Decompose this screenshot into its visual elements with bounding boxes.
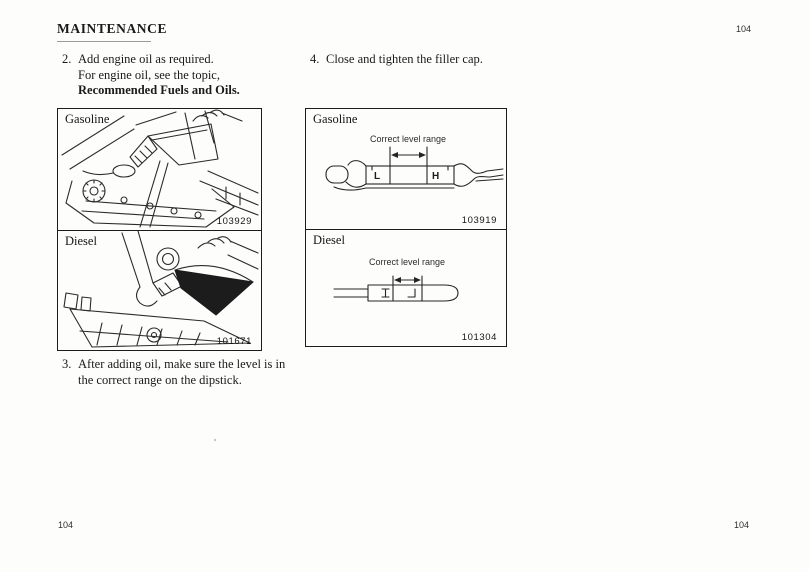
figure-gasoline-dipstick-number: 103919 (461, 215, 497, 226)
figure-diesel-dipstick-number: 101304 (461, 331, 497, 343)
step-3-line-2: the correct range on the dipstick. (78, 372, 242, 387)
figure-gasoline-engine (57, 108, 262, 231)
figure-diesel-engine-label: Diesel (65, 233, 97, 248)
step-4-text: Close and tighten the filler cap. (326, 52, 483, 66)
figure-diesel-engine (57, 230, 262, 351)
title-underline (57, 41, 151, 42)
figure-diesel-dipstick (305, 229, 507, 347)
page-number-top-right: 104 (736, 24, 752, 34)
instruction-step-3 (62, 357, 312, 388)
step-2-line-1: Add engine oil as required. (78, 52, 214, 66)
page-number-bottom-right: 104 (734, 520, 750, 530)
instruction-step-2 (62, 52, 292, 99)
gasoline-engine-illustration (58, 109, 260, 229)
right-figure-column (305, 108, 507, 347)
figure-gasoline-engine-number: 103929 (216, 216, 252, 227)
step-2-number: 2. (62, 52, 72, 66)
page-title: MAINTENANCE (57, 21, 168, 36)
step-4-number: 4. (310, 52, 320, 66)
figure-gasoline-dipstick (305, 108, 507, 230)
gasoline-correct-level-range-label: Correct level range (369, 134, 447, 144)
step-2-line-2: For engine oil, see the topic, (78, 67, 220, 82)
left-figure-column (57, 108, 262, 351)
scan-artifact-speck (214, 439, 216, 441)
figure-diesel-engine-number: 101671 (216, 335, 252, 347)
step-2-line-3: Recommended Fuels and Oils. (78, 83, 240, 97)
dipstick-low-mark: L (374, 171, 381, 182)
dipstick-high-mark: H (432, 171, 440, 182)
figure-diesel-dipstick-label: Diesel (313, 232, 345, 247)
step-3-line-1: After adding oil, make sure the level is in (78, 357, 286, 371)
figure-gasoline-engine-label: Gasoline (65, 112, 110, 126)
diesel-correct-level-range-label: Correct level range (368, 256, 446, 267)
page-number-bottom-left: 104 (58, 520, 74, 530)
step-3-number: 3. (62, 357, 72, 371)
figure-gasoline-dipstick-label: Gasoline (313, 112, 358, 126)
instruction-step-4 (310, 52, 550, 68)
